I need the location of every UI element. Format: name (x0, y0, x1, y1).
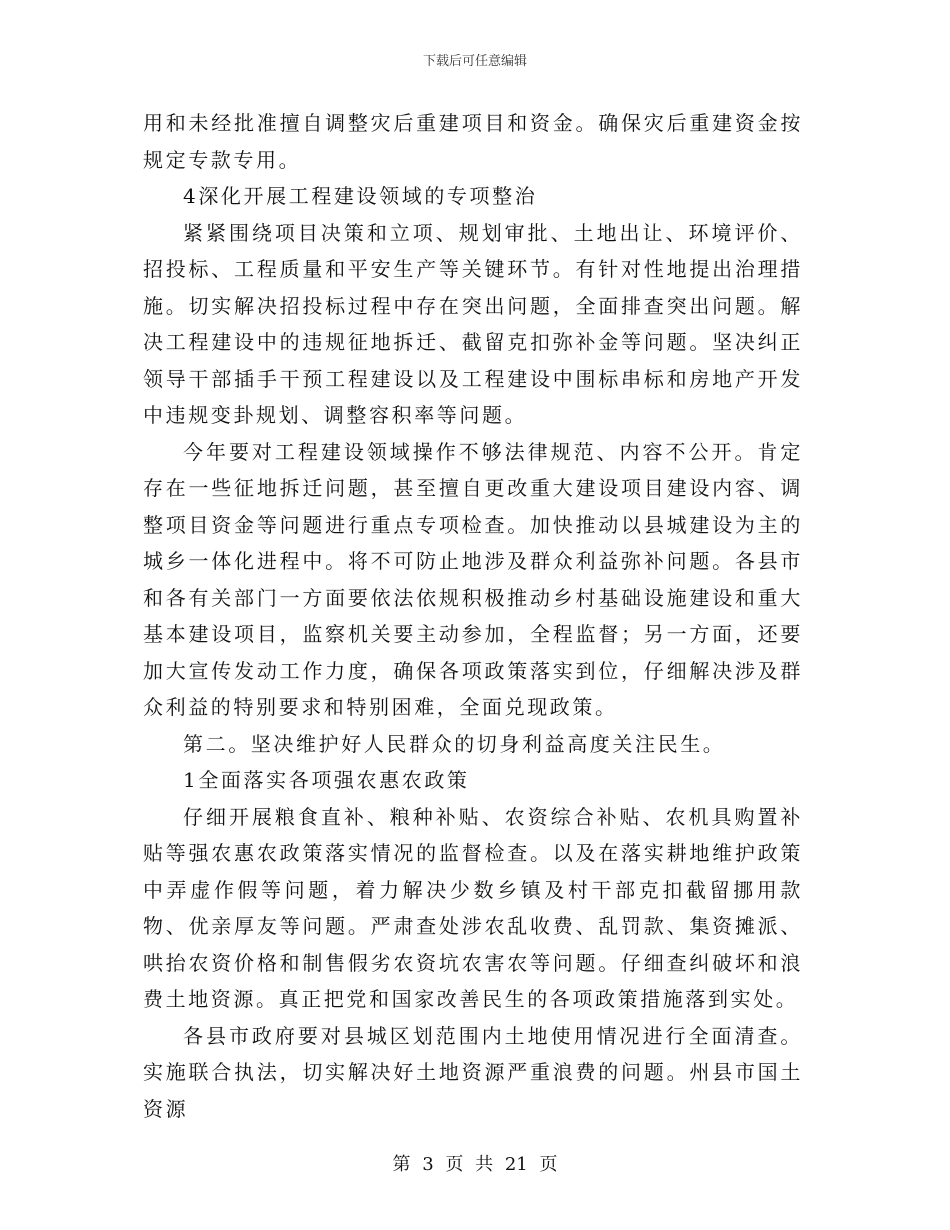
section-heading-second: 第二。坚决维护好人民群众的切身利益高度关注民生。 (183, 731, 726, 756)
page-footer: 第 3 页 共 21 页 (392, 1154, 558, 1175)
paragraph-7: 仔细开展粮食直补、粮种补贴、农资综合补贴、农机具购置补贴等强农惠农政策落实情况的监督检查。以及在落实耕地维护政策中弄虚作假等问题，着力解决少数乡镇及村干部克扣截留挪用款物、优亲厚友等问题。严肃查处涉农乱收费、乱罚款、集资摊派、哄抬农资价格和制售假劣农资坑农害农等问题。仔细查纠破坏和浪费土地资源。真正把党和国家改善民生的各项政策措施落到实处。 (143, 804, 803, 1011)
section-heading-1: 1全面落实各项强农惠农政策 (183, 768, 470, 792)
page-header: 下载后可任意编辑 (422, 54, 527, 69)
document-body (143, 105, 803, 1127)
paragraph-8: 各县市政府要对县城区划范围内土地使用情况进行全面清查。实施联合执法，切实解决好土地资源严重浪费的问题。州县市国土资源 (143, 1023, 803, 1121)
paragraph-1: 用和未经批准擅自调整灾后重建项目和资金。确保灾后重建资金按规定专款专用。 (143, 111, 803, 172)
section-heading-4: 4深化开展工程建设领域的专项整治 (183, 184, 538, 208)
paragraph-4: 今年要对工程建设领域操作不够法律规范、内容不公开。肯定存在一些征地拆迁问题，甚至擅自更改重大建设项目建设内容、调整项目资金等问题进行重点专项检查。加快推动以县城建设为主的城乡一体化进程中。将不可防止地涉及群众利益弥补问题。各县市和各有关部门一方面要依法依规积极推动乡村基础设施建设和重大基本建设项目，监察机关要主动参加，全程监督；另一方面，还要加大宣传发动工作力度，确保各项政策落实到位，仔细解决涉及群众利益的特别要求和特别困难，全面兑现政策。 (143, 439, 803, 719)
paragraph-3: 紧紧围绕项目决策和立项、规划审批、土地出让、环境评价、招投标、工程质量和平安生产等关键环节。有针对性地提出治理措施。切实解决招投标过程中存在突出问题，全面排查突出问题。解决工程建设中的违规征地拆迁、截留克扣弥补金等问题。坚决纠正领导干部插手干预工程建设以及工程建设中围标串标和房地产开发中违规变卦规划、调整容积率等问题。 (143, 220, 803, 427)
